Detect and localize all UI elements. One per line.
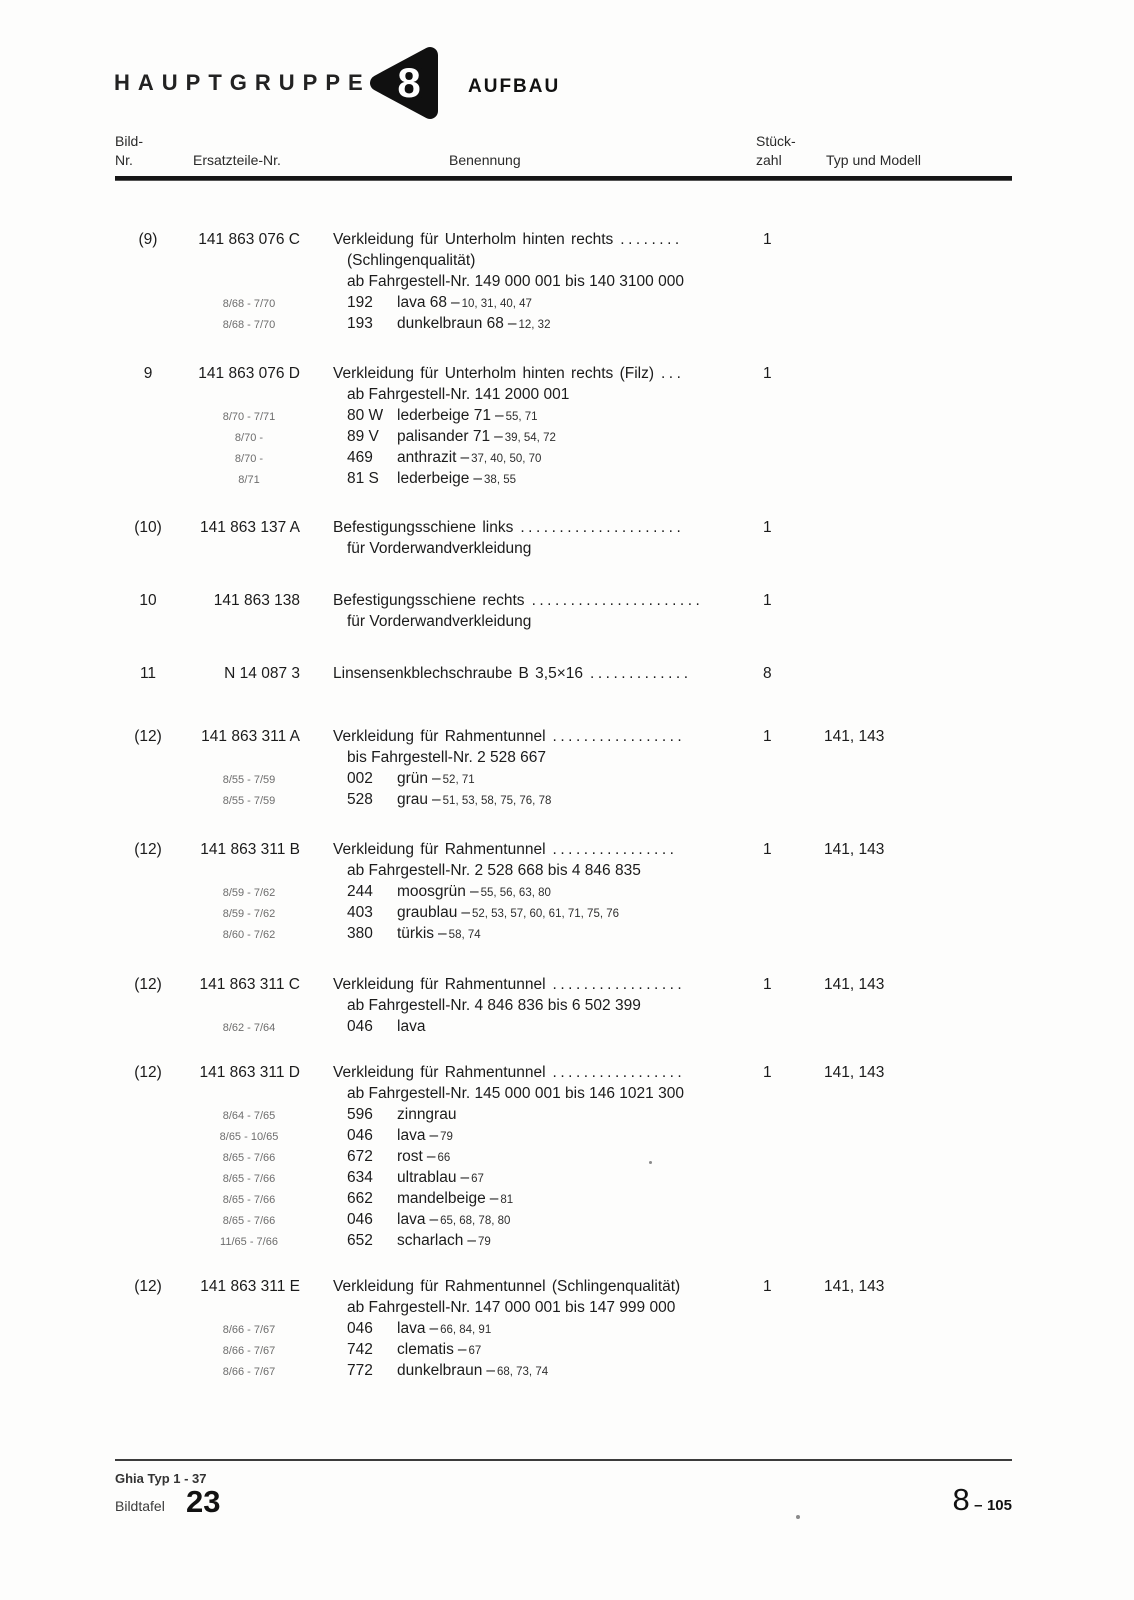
color-code: 002 xyxy=(347,770,373,787)
entry-sub-line xyxy=(0,883,1134,904)
validity-dates: 8/68 - 7/70 xyxy=(222,298,276,310)
model-refs: 66 xyxy=(437,1152,451,1164)
sub-text-label: moosgrün xyxy=(397,883,466,900)
validity-dates: 8/66 - 7/67 xyxy=(222,1345,276,1357)
sub-text xyxy=(347,1085,767,1103)
validity-dates: 8/70 - xyxy=(234,432,264,444)
refs-dash: – xyxy=(494,407,504,424)
entry-sub-line xyxy=(0,1232,1134,1253)
parts-entry xyxy=(0,592,1134,634)
sub-text-label: (Schlingenqualität) xyxy=(347,252,476,269)
dot-leader: ................ xyxy=(552,841,678,858)
entry-main-line xyxy=(0,592,1134,613)
refs-dash: – xyxy=(489,1190,499,1207)
column-header-bild-1: Bild- xyxy=(115,133,144,149)
part-name-text: Verkleidung für Rahmentunnel xyxy=(333,841,546,858)
color-code: 634 xyxy=(347,1169,373,1186)
sub-text xyxy=(347,1362,767,1380)
color-code: 89 V xyxy=(347,428,379,445)
part-name xyxy=(333,1278,763,1296)
refs-dash: – xyxy=(473,470,483,487)
sub-text-label: mandelbeige xyxy=(397,1190,486,1207)
sub-text xyxy=(347,1341,767,1359)
dot-leader: ..................... xyxy=(520,519,685,536)
part-number: 141 863 311 E xyxy=(200,1278,300,1295)
sub-text-label: dunkelbraun 68 xyxy=(397,315,504,332)
sub-text-label: ab Fahrgestell-Nr. 141 2000 001 xyxy=(347,386,570,403)
entry-main-line xyxy=(0,1064,1134,1085)
sub-text xyxy=(347,883,767,901)
sub-text xyxy=(347,770,767,788)
sub-text-label: lava xyxy=(397,1018,426,1035)
entry-sub-line xyxy=(0,1169,1134,1190)
color-code: 046 xyxy=(347,1211,373,1228)
refs-dash: – xyxy=(432,770,441,787)
sub-text-label: lava 68 xyxy=(397,294,447,311)
sub-text xyxy=(347,407,767,425)
model-refs: 68, 73, 74 xyxy=(496,1366,549,1378)
entry-sub-line xyxy=(0,315,1134,336)
footer-page-group: 8 xyxy=(952,1482,970,1517)
model-refs: 52, 53, 57, 60, 61, 71, 75, 76 xyxy=(471,908,620,920)
sub-text xyxy=(347,294,767,312)
model-refs: 37, 40, 50, 70 xyxy=(471,453,542,465)
model-refs: 39, 54, 72 xyxy=(504,432,556,444)
part-number: 141 863 311 A xyxy=(201,728,300,745)
illustration-number: (12) xyxy=(134,728,162,745)
sub-text xyxy=(347,925,767,943)
part-name-text: Befestigungsschiene rechts xyxy=(333,592,525,609)
parts-entry xyxy=(0,728,1134,812)
model-refs: 79 xyxy=(440,1131,453,1143)
entry-sub-line xyxy=(0,252,1134,273)
sub-text xyxy=(347,1320,767,1338)
part-name xyxy=(333,592,763,610)
validity-dates: 8/60 - 7/62 xyxy=(222,929,276,941)
sub-text-label: ab Fahrgestell-Nr. 4 846 836 bis 6 502 399 xyxy=(347,997,641,1014)
color-code: 244 xyxy=(347,883,373,900)
refs-dash: – xyxy=(426,1148,436,1165)
sub-text-label: anthrazit xyxy=(397,449,457,466)
sub-text xyxy=(347,449,767,467)
dot-leader: ...................... xyxy=(531,592,704,609)
entry-sub-line xyxy=(0,1018,1134,1039)
illustration-number: (10) xyxy=(134,519,162,536)
color-code: 742 xyxy=(347,1341,373,1358)
scan-speck xyxy=(649,1161,652,1164)
validity-dates: 8/55 - 7/59 xyxy=(222,774,276,786)
entry-sub-line xyxy=(0,1106,1134,1127)
parts-entry xyxy=(0,1278,1134,1383)
parts-entry xyxy=(0,365,1134,491)
quantity: 1 xyxy=(763,519,772,536)
column-header-part: Ersatzteile-Nr. xyxy=(193,152,281,168)
part-number: 141 863 311 C xyxy=(199,976,300,993)
refs-dash: – xyxy=(507,315,517,332)
sub-text xyxy=(347,273,767,291)
sub-text-label: für Vorderwandverkleidung xyxy=(347,613,532,630)
sub-text xyxy=(347,1106,767,1124)
refs-dash: – xyxy=(486,1362,495,1379)
entry-main-line xyxy=(0,365,1134,386)
color-code: 046 xyxy=(347,1127,373,1144)
sub-text xyxy=(347,1127,767,1145)
color-code: 672 xyxy=(347,1148,373,1165)
validity-dates: 8/66 - 7/67 xyxy=(222,1324,276,1336)
sub-text xyxy=(347,540,767,558)
sub-text xyxy=(347,1190,767,1208)
footer-plate-number: 23 xyxy=(186,1484,221,1519)
sub-text xyxy=(347,1018,767,1036)
entry-sub-line xyxy=(0,791,1134,812)
validity-dates: 8/62 - 7/64 xyxy=(222,1022,276,1034)
illustration-number: 9 xyxy=(143,365,153,382)
color-code: 652 xyxy=(347,1232,373,1249)
parts-entry xyxy=(0,841,1134,946)
sub-text-label: lava xyxy=(397,1211,426,1228)
quantity: 1 xyxy=(763,728,772,745)
part-number: 141 863 076 D xyxy=(198,365,300,382)
part-name-text: Verkleidung für Rahmentunnel xyxy=(333,976,546,993)
entry-main-line xyxy=(0,841,1134,862)
quantity: 1 xyxy=(763,231,772,248)
model-refs: 12, 32 xyxy=(518,319,551,331)
part-number: 141 863 138 xyxy=(213,592,300,609)
entry-main-line xyxy=(0,231,1134,252)
column-header-type: Typ und Modell xyxy=(826,152,921,168)
sub-text-label: grün xyxy=(397,770,429,787)
part-name xyxy=(333,1064,763,1082)
sub-text xyxy=(347,386,767,404)
refs-dash: – xyxy=(438,925,447,942)
column-header-name: Benennung xyxy=(449,152,521,168)
refs-dash: – xyxy=(429,1127,439,1144)
part-name xyxy=(333,841,763,859)
entry-sub-line xyxy=(0,428,1134,449)
sub-text-label: graublau xyxy=(397,904,458,921)
model-refs: 79 xyxy=(477,1236,491,1248)
refs-dash: – xyxy=(460,1169,470,1186)
entry-sub-line xyxy=(0,1148,1134,1169)
illustration-number: (12) xyxy=(134,1064,162,1081)
color-code: 81 S xyxy=(347,470,379,487)
entry-sub-line xyxy=(0,273,1134,294)
quantity: 1 xyxy=(763,976,772,993)
sub-text xyxy=(347,252,767,270)
sub-text-label: ab Fahrgestell-Nr. 147 000 001 bis 147 999 000 xyxy=(347,1299,676,1316)
model-refs: 67 xyxy=(468,1345,482,1357)
sub-text xyxy=(347,470,767,488)
part-name xyxy=(333,231,763,249)
entry-main-line xyxy=(0,976,1134,997)
part-name xyxy=(333,519,763,537)
refs-dash: – xyxy=(457,1341,467,1358)
validity-dates: 8/65 - 7/66 xyxy=(222,1152,276,1164)
refs-dash: – xyxy=(467,1232,476,1249)
quantity: 1 xyxy=(763,592,772,609)
entry-sub-line xyxy=(0,1362,1134,1383)
quantity: 8 xyxy=(763,665,772,682)
sub-text-label: ab Fahrgestell-Nr. 145 000 001 bis 146 1021 300 xyxy=(347,1085,684,1102)
quantity: 1 xyxy=(763,841,772,858)
validity-dates: 8/68 - 7/70 xyxy=(222,319,276,331)
refs-dash: – xyxy=(460,449,470,466)
part-name-text: Verkleidung für Rahmentunnel xyxy=(333,728,546,745)
part-name xyxy=(333,365,763,383)
sub-text-label: dunkelbraun xyxy=(397,1362,483,1379)
sub-text-label: zinngrau xyxy=(397,1106,457,1123)
sub-text xyxy=(347,791,767,809)
dot-leader: ................. xyxy=(552,976,686,993)
sub-text-label: scharlach xyxy=(397,1232,464,1249)
validity-dates: 11/65 - 7/66 xyxy=(220,1236,278,1248)
part-name xyxy=(333,728,763,746)
illustration-number: (12) xyxy=(134,1278,162,1295)
entry-sub-line xyxy=(0,1085,1134,1106)
sub-text-label: lederbeige xyxy=(397,470,470,487)
sub-text xyxy=(347,428,767,446)
validity-dates: 8/65 - 7/66 xyxy=(222,1215,276,1227)
parts-entry xyxy=(0,519,1134,561)
sub-text-label: türkis xyxy=(397,925,435,942)
model-refs: 67 xyxy=(471,1173,484,1185)
entry-main-line xyxy=(0,665,1134,686)
footer-page-number xyxy=(940,1482,1012,1518)
illustration-number: 11 xyxy=(139,665,157,682)
part-name xyxy=(333,976,763,994)
refs-dash: – xyxy=(429,1211,439,1228)
entry-sub-line xyxy=(0,449,1134,470)
footer-plate-label: Bildtafel xyxy=(115,1498,165,1514)
sub-text xyxy=(347,1232,767,1250)
header-rule xyxy=(115,176,1012,181)
entry-sub-line xyxy=(0,749,1134,770)
type-and-model: 141, 143 xyxy=(824,976,885,993)
sub-text xyxy=(347,1211,767,1229)
model-refs: 38, 55 xyxy=(484,474,517,486)
validity-dates: 8/66 - 7/67 xyxy=(222,1366,276,1378)
part-number: 141 863 311 D xyxy=(199,1064,300,1081)
sub-text-label: rost xyxy=(397,1148,423,1165)
model-refs: 51, 53, 58, 75, 76, 78 xyxy=(442,795,552,807)
section-label: AUFBAU xyxy=(468,76,561,97)
sub-text xyxy=(347,1148,767,1166)
part-name-text: Verkleidung für Unterholm hinten rechts (Filz) xyxy=(333,365,654,382)
sub-text-label: grau xyxy=(397,791,429,808)
color-code: 596 xyxy=(347,1106,373,1123)
footer-rule xyxy=(115,1459,1012,1461)
entry-sub-line xyxy=(0,613,1134,634)
sub-text-label: bis Fahrgestell-Nr. 2 528 667 xyxy=(347,749,547,766)
refs-dash: – xyxy=(494,428,503,445)
validity-dates: 8/64 - 7/65 xyxy=(222,1110,276,1122)
sub-text xyxy=(347,749,767,767)
entry-sub-line xyxy=(0,540,1134,561)
entry-sub-line xyxy=(0,1320,1134,1341)
entry-sub-line xyxy=(0,470,1134,491)
illustration-number: (12) xyxy=(134,841,162,858)
sub-text xyxy=(347,997,767,1015)
dot-leader: ................. xyxy=(552,1064,686,1081)
quantity: 1 xyxy=(763,365,772,382)
parts-entry xyxy=(0,976,1134,1039)
dot-leader: ............. xyxy=(590,665,692,682)
color-code: 662 xyxy=(347,1190,373,1207)
model-refs: 55, 71 xyxy=(505,411,538,423)
type-and-model: 141, 143 xyxy=(824,1064,885,1081)
illustration-number: (9) xyxy=(138,231,158,248)
entry-sub-line xyxy=(0,294,1134,315)
color-code: 469 xyxy=(347,449,373,466)
parts-entry xyxy=(0,1064,1134,1253)
refs-dash: – xyxy=(461,904,470,921)
part-name-text: Verkleidung für Rahmentunnel xyxy=(333,1064,546,1081)
model-refs: 65, 68, 78, 80 xyxy=(440,1215,511,1227)
model-refs: 81 xyxy=(500,1194,514,1206)
part-name-text: Verkleidung für Unterholm hinten rechts xyxy=(333,231,614,248)
color-code: 772 xyxy=(347,1362,373,1379)
color-code: 403 xyxy=(347,904,373,921)
refs-dash: – xyxy=(469,883,479,900)
color-code: 046 xyxy=(347,1320,373,1337)
column-header-bild-2: Nr. xyxy=(115,152,133,168)
refs-dash: – xyxy=(432,791,441,808)
sub-text-label: ab Fahrgestell-Nr. 2 528 668 bis 4 846 835 xyxy=(347,862,641,879)
column-header-qty-1: Stück- xyxy=(756,133,796,149)
part-name-text: Linsensenkblechschraube B 3,5×16 xyxy=(333,665,584,682)
part-number: 141 863 311 B xyxy=(200,841,300,858)
sub-text xyxy=(347,904,767,922)
entry-sub-line xyxy=(0,925,1134,946)
part-number: 141 863 137 A xyxy=(200,519,300,536)
part-number: 141 863 076 C xyxy=(198,231,300,248)
validity-dates: 8/70 - 7/71 xyxy=(222,411,276,423)
entry-sub-line xyxy=(0,862,1134,883)
parts-entry xyxy=(0,665,1134,686)
model-refs: 55, 56, 63, 80 xyxy=(480,887,551,899)
validity-dates: 8/70 - xyxy=(234,453,264,465)
refs-dash: – xyxy=(450,294,460,311)
illustration-number: 10 xyxy=(139,592,157,609)
footer-model-range: Ghia Typ 1 - 37 xyxy=(115,1471,207,1486)
illustration-number: (12) xyxy=(134,976,162,993)
sub-text xyxy=(347,1169,767,1187)
sub-text-label: clematis xyxy=(397,1341,454,1358)
sub-text xyxy=(347,1299,767,1317)
color-code: 192 xyxy=(347,294,373,311)
sub-text-label: lederbeige 71 xyxy=(397,407,491,424)
footer-page-num: 105 xyxy=(986,1497,1012,1514)
entry-main-line xyxy=(0,728,1134,749)
model-refs: 10, 31, 40, 47 xyxy=(461,298,532,310)
group-number-digit: 8 xyxy=(397,59,421,106)
color-code: 80 W xyxy=(347,407,384,424)
color-code: 528 xyxy=(347,791,373,808)
entry-main-line xyxy=(0,1278,1134,1299)
sub-text-label: lava xyxy=(397,1320,426,1337)
entry-sub-line xyxy=(0,1127,1134,1148)
validity-dates: 8/55 - 7/59 xyxy=(222,795,276,807)
entry-sub-line xyxy=(0,904,1134,925)
color-code: 380 xyxy=(347,925,373,942)
validity-dates: 8/65 - 7/66 xyxy=(222,1173,276,1185)
entry-sub-line xyxy=(0,407,1134,428)
sub-text xyxy=(347,315,767,333)
validity-dates: 8/71 xyxy=(238,474,260,486)
entry-sub-line xyxy=(0,1341,1134,1362)
model-refs: 52, 71 xyxy=(442,774,475,786)
validity-dates: 8/65 - 10/65 xyxy=(219,1131,279,1143)
type-and-model: 141, 143 xyxy=(824,728,885,745)
sub-text xyxy=(347,862,767,880)
sub-text-label: ultrablau xyxy=(397,1169,457,1186)
color-code: 193 xyxy=(347,315,373,332)
part-name-text: Verkleidung für Rahmentunnel (Schlingenqualität) xyxy=(333,1278,681,1295)
sub-text xyxy=(347,613,767,631)
entry-sub-line xyxy=(0,770,1134,791)
parts-entry xyxy=(0,231,1134,336)
column-header-qty-2: zahl xyxy=(756,152,782,168)
sub-text-label: für Vorderwandverkleidung xyxy=(347,540,532,557)
sub-text-label: palisander 71 xyxy=(397,428,491,445)
part-name-text: Befestigungsschiene links xyxy=(333,519,514,536)
color-code: 046 xyxy=(347,1018,373,1035)
entry-sub-line xyxy=(0,386,1134,407)
entry-sub-line xyxy=(0,997,1134,1018)
validity-dates: 8/65 - 7/66 xyxy=(222,1194,276,1206)
validity-dates: 8/59 - 7/62 xyxy=(222,887,276,899)
type-and-model: 141, 143 xyxy=(824,1278,885,1295)
quantity: 1 xyxy=(763,1064,772,1081)
entry-sub-line xyxy=(0,1299,1134,1320)
dot-leader: ................. xyxy=(552,728,686,745)
dot-leader: ........ xyxy=(620,231,683,248)
entry-sub-line xyxy=(0,1190,1134,1211)
validity-dates: 8/59 - 7/62 xyxy=(222,908,276,920)
model-refs: 58, 74 xyxy=(448,929,481,941)
sub-text-label: ab Fahrgestell-Nr. 149 000 001 bis 140 3100 000 xyxy=(347,273,684,290)
part-name xyxy=(333,665,763,683)
scan-speck xyxy=(796,1515,800,1519)
entry-sub-line xyxy=(0,1211,1134,1232)
type-and-model: 141, 143 xyxy=(824,841,885,858)
group-number-badge xyxy=(366,45,442,121)
part-number: N 14 087 3 xyxy=(224,665,300,682)
dot-leader: ... xyxy=(661,365,685,382)
footer-page-sep: – xyxy=(974,1497,983,1514)
refs-dash: – xyxy=(429,1320,439,1337)
main-group-label: HAUPTGRUPPE xyxy=(114,70,371,95)
entry-main-line xyxy=(0,519,1134,540)
quantity: 1 xyxy=(763,1278,772,1295)
sub-text-label: lava xyxy=(397,1127,426,1144)
model-refs: 66, 84, 91 xyxy=(440,1324,492,1336)
